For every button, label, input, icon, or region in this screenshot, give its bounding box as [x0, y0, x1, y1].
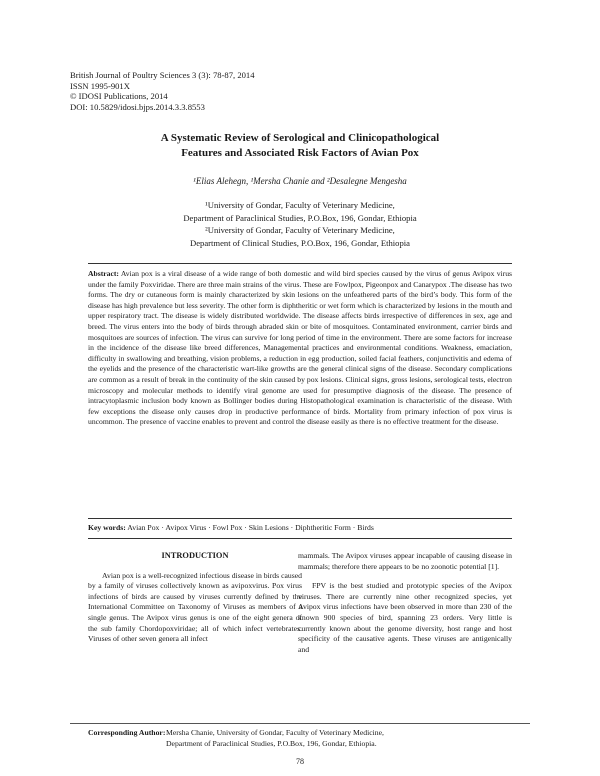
affiliations	[60, 199, 540, 250]
abstract-text: Avian pox is a viral disease of a wide range of both domestic and wild bird species caused by the virus of genus Avipox virus under the family Poxviridae. There are three main strains of the virus. These are Fowlpox, Pigeonpox and Canarypox .The disease has two forms. The dry or cutaneous form is mainly characterized by skin lesions on the unfeathered parts of the bird’s body. This form of the disease has high prevalence but less severity. The other form is diphtheritic or wet form which is characterized by lesions in the mouth and upper respiratory tract. The disease is widely distributed worldwide. The disease affects birds irrespective of differences in sex, age and breed. The virus enters into the body of birds through abraded skin or bite of mosquitoes. Contaminated environment, carrier birds and mosquitoes are sources of infection. The virus can survive for long period of time in the environment. There are some factors for increase in the incidence of the disease like breed differences, Managemental practices and environmental conditions. Weakness, emaciation, difficulty in swallowing and breathing, vision problems, a reduction in egg production, soiled facial feathers, conjunctivitis and edema of the eyelids and the presence of the characteristic wart-like growths are the general clinical signs of the disease. Secondary complications are common as a result of break in the continuity of the skin caused by pox lesions. Clinical signs, gross lesions, serological tests, electron microscopy and molecular methods to identify viral genome are used for presumptive diagnosis of the disease. The presence of intracytoplasmic inclusion body known as Bollinger bodies during Histopathological examination is characteristic of the disease. With few exceptions the disease only causes drop in productive performance of birds. Mortality from primary infection of pox virus is uncommon. The presence of vaccine enables to prevent and control the disease easily as there is no effective treatment for the disease.	[88, 269, 512, 427]
journal-copyright: © IDOSI Publications, 2014	[70, 91, 168, 102]
keywords	[88, 523, 512, 532]
affiliation-line: Department of Clinical Studies, P.O.Box, 196, Gondar, Ethiopia	[190, 238, 410, 249]
author-list: ¹Elias Alehegn, ¹Mersha Chanie and ²Desalegne Mengesha	[193, 176, 407, 186]
corresponding-line-1: Mersha Chanie, University of Gondar, Faculty of Veterinary Medicine,	[166, 728, 384, 737]
journal-header	[70, 70, 255, 112]
journal-issn: ISSN 1995-901X	[70, 80, 130, 91]
paper-title	[60, 131, 540, 160]
affiliation-line: ¹University of Gondar, Faculty of Veterinary Medicine,	[205, 200, 395, 210]
abstract-top-rule	[88, 263, 512, 264]
title-line-1: A Systematic Review of Serological and Clinicopathological	[160, 132, 440, 144]
abstract-label: Abstract:	[88, 269, 119, 278]
page-number: 78	[296, 757, 304, 766]
corresponding-author	[88, 727, 384, 750]
keywords-label: Key words:	[88, 523, 126, 532]
title-line-2: Features and Associated Risk Factors of Avian Pox	[181, 146, 419, 159]
keywords-bottom-rule	[88, 538, 512, 539]
section-heading-introduction: INTRODUCTION	[161, 551, 229, 560]
journal-doi: DOI: 10.5829/idosi.bjps.2014.3.3.8553	[70, 101, 205, 112]
footnote-rule	[70, 723, 530, 724]
abstract	[88, 269, 512, 428]
corresponding-line-2: Department of Paraclinical Studies, P.O.Box, 196, Gondar, Ethiopia.	[166, 739, 377, 749]
abstract-bottom-rule	[88, 518, 512, 519]
keywords-text: Avian Pox · Avipox Virus · Fowl Pox · Skin Lesions · Diphtheritic Form · Birds	[127, 523, 374, 532]
intro-paragraph-3: FPV is the best studied and prototypic species of the Avipox viruses. There are currently nine other recognized species, yet Avipox virus infections have been observed in more than 230 of the known 900 species of bird, spanning 23 orders. Very little is currently known about the genome diversity, host range and host specificity of the causative agents. These viruses are antigenically and	[298, 581, 512, 654]
journal-citation: British Journal of Poultry Sciences 3 (3): 78-87, 2014	[70, 70, 255, 80]
affiliation-line: ²University of Gondar, Faculty of Veterinary Medicine,	[205, 225, 395, 236]
column-right	[298, 551, 512, 655]
affiliation-line: Department of Paraclinical Studies, P.O.Box, 196, Gondar, Ethiopia	[183, 212, 417, 223]
column-left	[88, 551, 302, 645]
intro-paragraph-2: mammals. The Avipox viruses appear incapable of causing disease in mammals; therefore there appears to be no zoonotic potential [1].	[298, 551, 512, 571]
corresponding-label: Corresponding Author:	[88, 728, 166, 737]
intro-paragraph-1: Avian pox is a well-recognized infectious disease in birds caused by a family of viruses collectively known as avipoxvirus. Pox virus infections of birds are caused by viruses currently defined by the International Committee on Taxonomy of Viruses as members of a single genus. The Avipox virus genus is one of the eight genera of the sub family Chordopoxviridae; all of which infect vertebrates. Viruses of other seven genera all infect	[88, 570, 302, 644]
